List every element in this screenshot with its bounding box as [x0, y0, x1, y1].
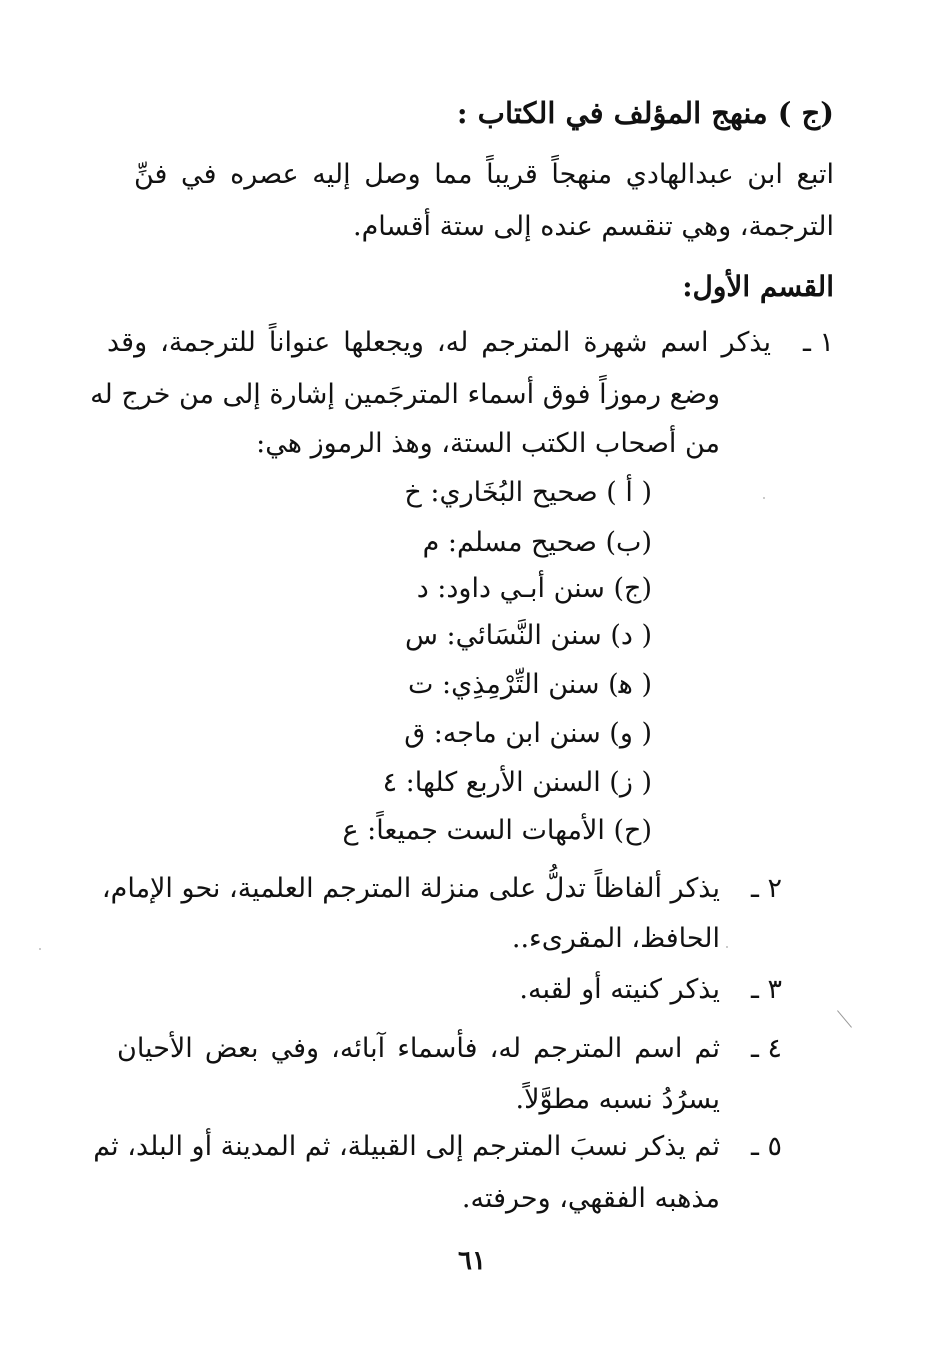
scan-dot — [726, 946, 728, 948]
item-4-line-1: ثم اسم المترجم له، فأسماء آبائه، وفي بعض الأحيان — [117, 1033, 720, 1064]
subsection-title: القسم الأول: — [682, 270, 834, 303]
page-number: ٦١ — [458, 1246, 486, 1276]
item-1-line-1: يذكر اسم شهرة المترجم له، ويجعلها عنواناً للترجمة، وقد — [107, 327, 771, 358]
symbol-item: (ح) الأمهات الست جميعاً: ع — [342, 815, 652, 846]
item-number-2: ٢ ـ — [750, 873, 782, 904]
intro-line-2: الترجمة، وهي تنقسم عنده إلى ستة أقسام. — [353, 211, 834, 242]
intro-line-1: اتبع ابن عبدالهادي منهجاً قريباً مما وصل إليه عصره في فنِّ — [134, 159, 834, 190]
symbol-item: ( أ ) صحيح البُخَاري: خ — [404, 477, 652, 508]
item-number-4: ٤ ـ — [750, 1033, 782, 1064]
item-5-line-2: مذهبه الفقهي، وحرفته. — [461, 1183, 720, 1214]
item-number-1: ١ ـ — [802, 327, 834, 358]
symbol-item: (ج) سنن أبـي داود: د — [416, 573, 652, 604]
item-number-3: ٣ ـ — [750, 974, 782, 1005]
item-5-line-1: ثم يذكر نسبَ المترجم إلى القبيلة، ثم المدينة أو البلد، ثم — [93, 1131, 720, 1162]
item-4-line-2: يسرُدُ نسبه مطوَّلاً. — [515, 1084, 720, 1115]
symbol-item: ( ﻫ) سنن التِّرْمِذِي: ت — [407, 669, 652, 700]
scan-dot — [763, 497, 765, 499]
item-1-line-2: وضع رموزاً فوق أسماء المترجَمين إشارة إلى من خرج له — [90, 379, 720, 410]
item-2-line-1: يذكر ألفاظاً تدلُّ على منزلة المترجم العلمية، نحو الإمام، — [101, 873, 720, 904]
symbol-item: ( و) سنن ابن ماجه: ق — [404, 718, 652, 749]
item-1-line-3: من أصحاب الكتب الستة، وهذ الرموز هي: — [256, 428, 720, 459]
item-2-line-2: الحافظ، المقرىء.. — [511, 923, 720, 954]
scan-dot — [39, 948, 41, 950]
symbol-item: (ب) صحيح مسلم: م — [422, 527, 652, 558]
section-heading: (ج ) منهج المؤلف في الكتاب : — [456, 96, 834, 130]
symbol-item: ( د) سنن النَّسَائي: س — [404, 620, 652, 651]
item-number-5: ٥ ـ — [750, 1131, 782, 1162]
scan-mark — [837, 1010, 852, 1027]
symbol-item: ( ز) السنن الأربع كلها: ٤ — [382, 767, 652, 798]
item-3-line-1: يذكر كنيته أو لقبه. — [519, 974, 720, 1005]
